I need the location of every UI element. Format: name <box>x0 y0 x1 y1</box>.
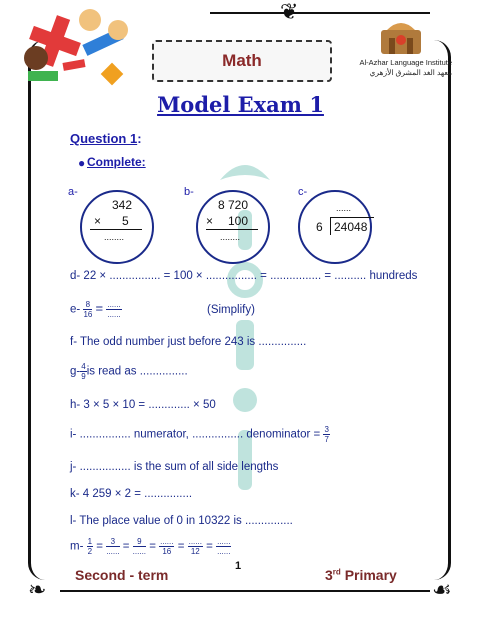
page-frame-bottom <box>60 590 430 592</box>
item-a-top: 342 <box>112 198 133 212</box>
item-g: g- $\frac{4}{9}is$ read as ............... <box>70 362 188 381</box>
item-c-label: c- <box>298 186 308 198</box>
institute-name-en: Al-Azhar Language Institute <box>359 58 452 67</box>
page-frame-left <box>28 40 45 580</box>
item-c-answer: ...... <box>336 203 352 213</box>
page-frame-top <box>210 12 430 14</box>
item-e-simplify: (Simplify) <box>207 304 255 316</box>
kids-clipart-icon <box>8 6 148 96</box>
item-i: i- ................ numerator, ................ denominator = $\frac{3}{7}$ <box>70 425 329 444</box>
item-f: f- The odd number just before 243 is ............... <box>70 336 307 348</box>
item-b-rule <box>206 229 258 230</box>
item-b-label: b- <box>184 186 194 198</box>
item-e: e- $\frac{8}{16}$ = $\frac{......}{......}$ <box>70 300 121 319</box>
institute-logo-icon <box>377 18 425 56</box>
item-d: d- 22 × ................ = 100 × ................ = ................ = .......... hundreds <box>70 270 418 282</box>
exam-title: Model Exam 1 <box>157 92 324 117</box>
page-frame-right <box>434 40 451 580</box>
page-number: 1 <box>235 560 242 572</box>
item-b-answer: ........ <box>220 232 241 242</box>
footer-grade: 3rd Primary <box>325 567 397 583</box>
item-b-op: × <box>206 214 214 228</box>
item-h: h- 3 × 5 × 10 = ............. × 50 <box>70 399 216 411</box>
item-b-bottom: 100 <box>228 214 249 228</box>
instruction-label: Complete: <box>87 155 146 169</box>
item-b-top: 8 720 <box>218 198 249 212</box>
question-heading: Question 1: <box>70 131 142 146</box>
item-a-rule <box>90 229 142 230</box>
item-a-bottom: 5 <box>122 214 129 228</box>
footer-term: Second - term <box>75 567 169 583</box>
item-a-op: × <box>94 214 102 228</box>
bullet-icon: ● <box>78 156 86 170</box>
item-a-label: a- <box>68 186 78 198</box>
item-c-dividend: 24048 <box>334 220 368 234</box>
item-c-divisor: 6 <box>316 220 323 234</box>
item-k: k- 4 259 × 2 = ............... <box>70 488 193 500</box>
item-m: m- $\frac{1}{2}$ = $\frac{3}{......}$ = $\frac{9}{......}$ = $\frac{......}{16}$ = $\frac{......}{12}$ = $\frac{......}{......}$ <box>70 537 231 556</box>
institute-name-ar: معهد الغد المشرق الأزهري <box>369 68 452 77</box>
item-l: l- The place value of 0 in 10322 is ............... <box>70 515 293 527</box>
subject-label: Math <box>152 40 332 82</box>
item-c-rule <box>330 217 374 218</box>
ornament-bottom-right-icon: ☙ <box>432 578 452 603</box>
ornament-top-icon: ❦ <box>280 0 299 25</box>
item-c-bracket <box>330 217 331 235</box>
item-j: j- ................ is the sum of all side lengths <box>70 461 279 473</box>
ornament-bottom-left-icon: ❧ <box>28 578 47 603</box>
item-a-answer: ........ <box>104 232 125 242</box>
